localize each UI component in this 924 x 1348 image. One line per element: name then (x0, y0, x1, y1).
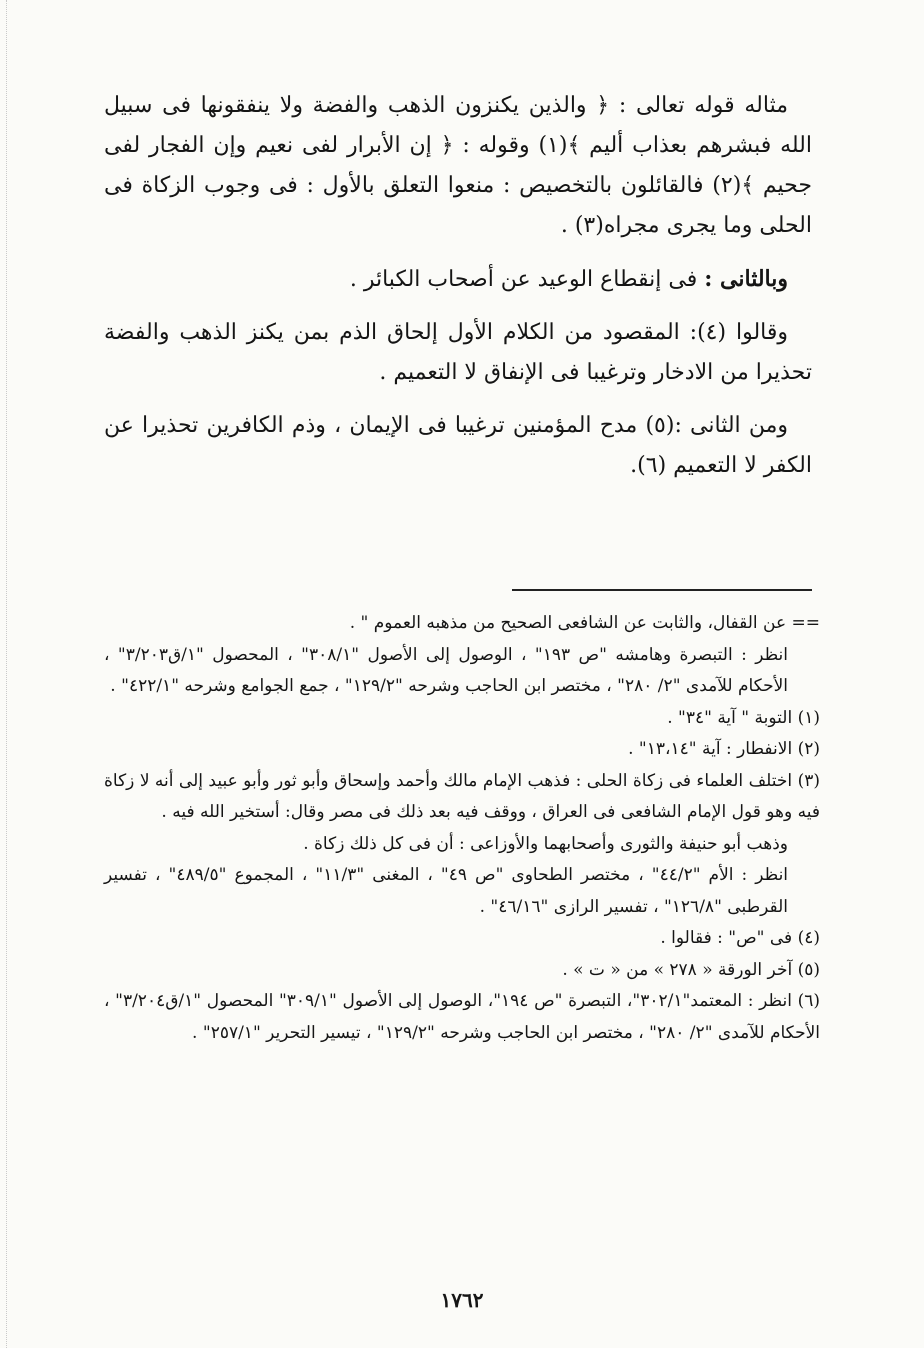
scan-edge-dots (6, 0, 9, 1348)
footnote-line: (٤) فى "ص" : فقالوا . (660, 928, 820, 948)
paragraph-2-lead: وبالثانى : (704, 266, 788, 292)
page-number: ١٧٦٢ (440, 1288, 484, 1312)
footnotes (104, 608, 820, 1049)
footnote-separator (512, 589, 812, 591)
footnote-line: (٢) الانفطار : آية "١٣،١٤" . (628, 739, 820, 759)
paragraph-2-text: فى إنقطاع الوعيد عن أصحاب الكبائر . (349, 267, 705, 292)
paragraph-1: مثاله قوله تعالى : ﴿ والذين يكنزون الذهب والفضة ولا ينفقونها فى سبيل الله فبشرهم بعذاب أليم ﴾(١) وقوله : ﴿ إن الأبرار لفى نعيم وإن الفجار لفى جحيم ﴾(٢) فالقائلون بالتخصيص : منعوا التعلق بالأول : فى وجوب الزكاة فى الحلى وما يجرى مجراه(٣) . (104, 93, 812, 238)
paragraph-2 (104, 259, 812, 300)
footnote-line: == عن القفال، والثابت عن الشافعى الصحيح من مذهبه العموم " . (349, 613, 820, 633)
paragraph-3: وقالوا (٤): المقصود من الكلام الأول إلحاق الذم بمن يكنز الذهب والفضة تحذيرا من الادخار وترغيبا فى الإنفاق لا التعميم . (104, 320, 812, 385)
footnote-line: انظر : التبصرة وهامشه "ص ١٩٣" ، الوصول إلى الأصول "٣٠٨/١" ، المحصول "١/ق٣/٢٠٣" ، الأحكام للآمدى "٢/ ٢٨٠" ، مختصر ابن الحاجب وشرحه "١٢٩/٢" ، جمع الجوامع وشرحه "٤٢٢/١" . (104, 644, 788, 696)
main-text (104, 86, 812, 499)
footnote-line: (١) التوبة " آية "٣٤" . (667, 707, 820, 728)
footnote-line: انظر : الأم "٤٤/٢" ، مختصر الطحاوى "ص ٤٩" ، المغنى "١١/٣" ، المجموع "٤٨٩/٥" ، تفسير القرطبى "١٢٦/٨" ، تفسير الرازى "٤٦/١٦" . (104, 865, 789, 917)
paragraph-4: ومن الثانى :(٥) مدح المؤمنين ترغيبا فى الإيمان ، وذم الكافرين تحذيرا عن الكفر لا التعميم (٦). (104, 413, 812, 478)
footnote-line: وذهب أبو حنيفة والثورى وأصحابهما والأوزاعى : أن فى كل ذلك زكاة . (303, 833, 788, 854)
footnote-line: (٦) انظر : المعتمد"٣٠٢/١"، التبصرة "ص ١٩٤"، الوصول إلى الأصول "٣٠٩/١" المحصول "١/ق٣/٢٠٤" ، الأحكام للآمدى "٢/ ٢٨٠" ، مختصر ابن الحاجب وشرحه "١٢٩/٢" ، تيسير التحرير "٢٥٧/١" . (104, 991, 820, 1043)
footnote-line: (٣) اختلف العلماء فى زكاة الحلى : فذهب الإمام مالك وأحمد وإسحاق وأبو ثور وأبو عبيد إلى أنه لا زكاة فيه وهو قول الإمام الشافعى فى العراق ، ووقف فيه بعد ذلك فى مصر وقال: أستخير الله فيه . (104, 770, 820, 822)
footnote-line: (٥) آخر الورقة « ٢٧٨ » من « ت » . (562, 959, 820, 980)
